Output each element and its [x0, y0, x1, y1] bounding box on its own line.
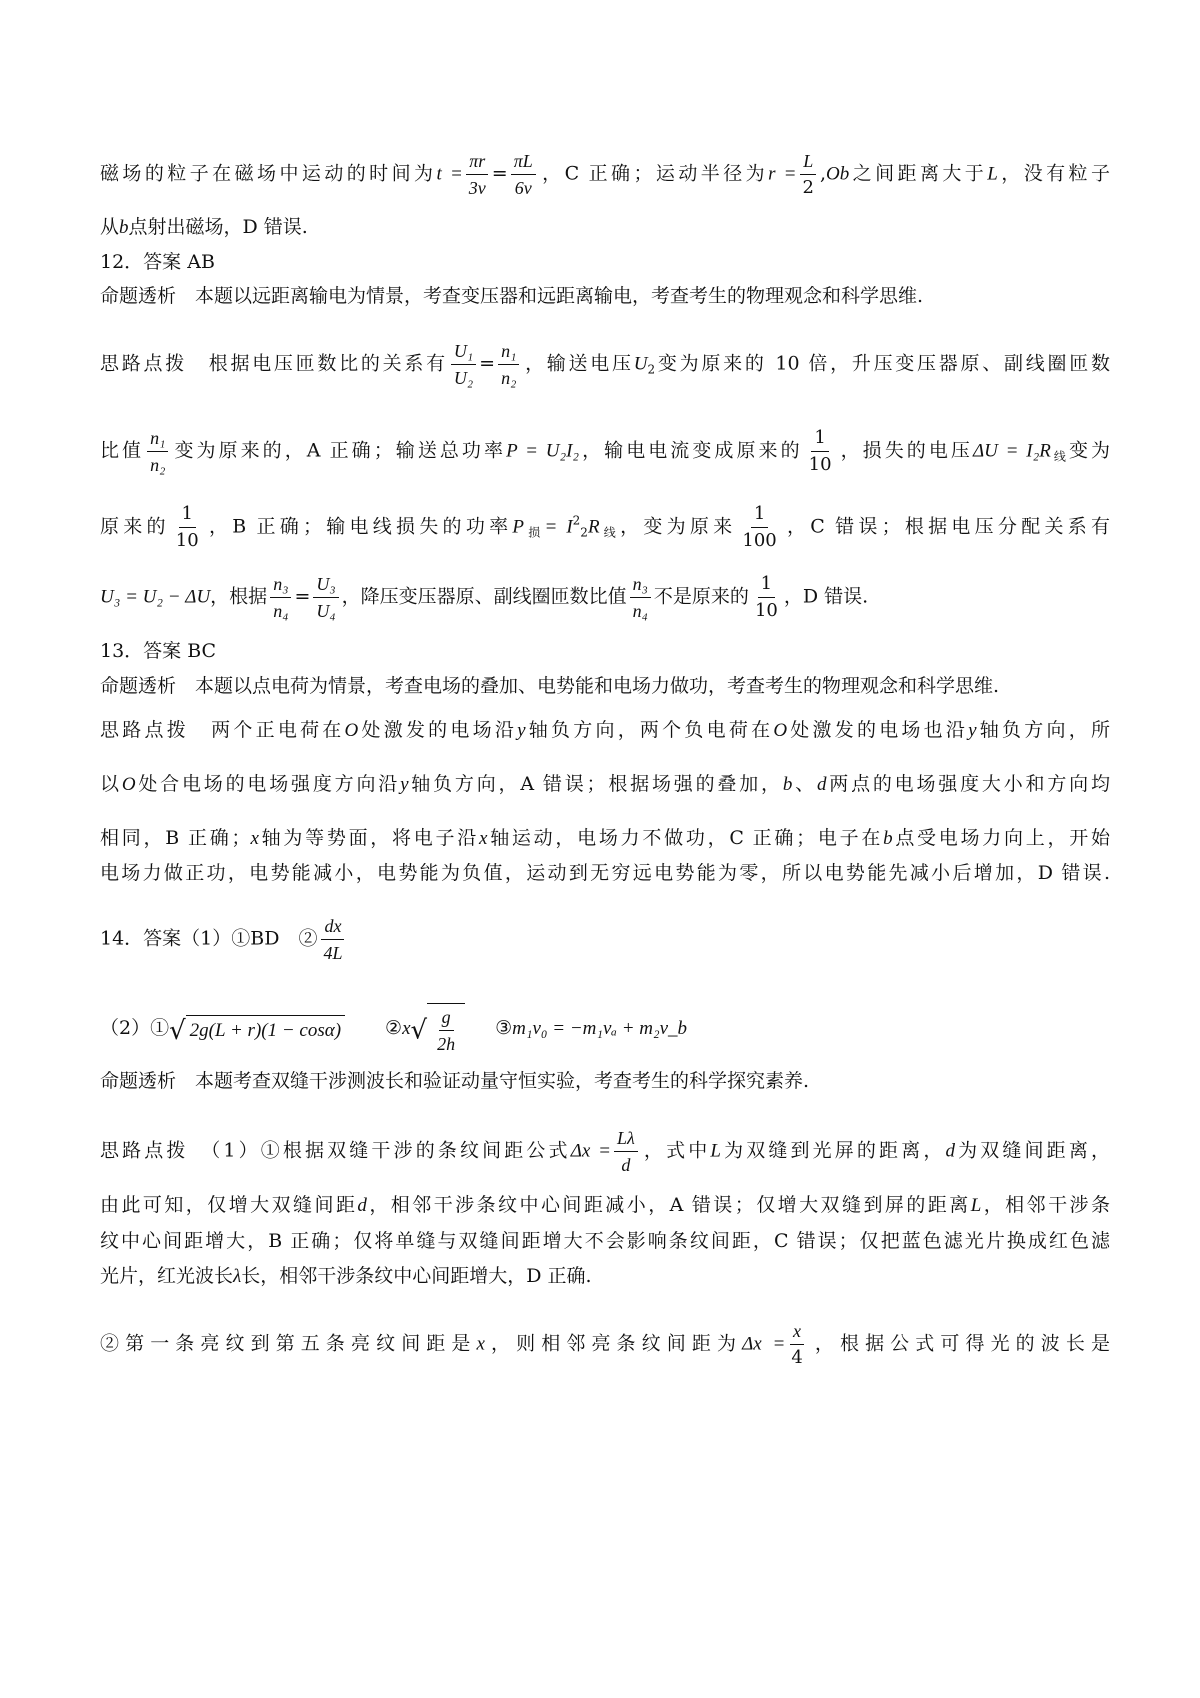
- text: ，C 错误；根据电压分配关系有: [782, 515, 1110, 538]
- math-subscript: 2: [647, 362, 656, 377]
- numerator: n₃: [630, 573, 651, 598]
- text: ，则相邻亮条纹间距为: [484, 1332, 743, 1355]
- fraction: [806, 427, 835, 476]
- text: 变为: [1068, 439, 1111, 462]
- math: x: [250, 828, 259, 849]
- text-line-8: [100, 573, 1110, 622]
- text: 思路点拨 （1）①根据双缝干涉的条纹间距公式: [100, 1139, 571, 1162]
- text-line-22: [100, 1320, 1110, 1369]
- text: ，降压变压器原、副线圈匝数比值: [341, 585, 627, 608]
- denominator: 100: [742, 530, 777, 551]
- text-line-6: [100, 427, 1110, 476]
- text: 点射出磁场，D 错误.: [128, 216, 308, 238]
- fraction: [434, 1006, 458, 1055]
- math: x: [479, 828, 488, 849]
- numerator: Lλ: [614, 1127, 638, 1152]
- math: =: [294, 585, 311, 608]
- analysis-line-14: 命题透析 本题考查双缝干涉测波长和验证动量守恒实验，考查考生的科学探究素养.: [100, 1070, 810, 1092]
- fraction: [313, 573, 338, 622]
- text: 、: [792, 773, 817, 795]
- text: 处激发的电场沿: [358, 719, 518, 741]
- fraction: [614, 1127, 638, 1176]
- denominator: 2: [802, 177, 814, 198]
- text-line-12: [100, 771, 1110, 798]
- text-line-13: [100, 825, 1110, 852]
- numerator: U₁: [451, 340, 476, 365]
- text: 之间距离大于: [849, 162, 988, 185]
- numerator: n₃: [270, 573, 291, 598]
- text: 处激发的电场也沿: [787, 719, 969, 741]
- denominator: 6v: [514, 178, 532, 198]
- text: 为双缝到光屏的距离，: [720, 1139, 946, 1162]
- text-line-2: [100, 214, 1110, 241]
- math: ΔU = I₂R: [972, 440, 1051, 462]
- answer-heading-12: 12．答案 AB: [100, 251, 215, 273]
- analysis-line-12: 命题透析 本题以远距离输电为情景，考查变压器和远距离输电，考查考生的物理观念和科学思维.: [100, 285, 924, 307]
- text: 轴负方向，两个负电荷在: [525, 719, 774, 741]
- denominator: n₂: [501, 368, 517, 388]
- fraction: [630, 573, 651, 622]
- denominator: 2h: [437, 1034, 456, 1054]
- math: y: [968, 720, 977, 741]
- math: b: [119, 217, 129, 238]
- text-line-20: 纹中心间距增大，B 正确；仅将单缝与双缝间距增大不会影响条纹间距，C 错误；仅把蓝色滤光片换成红色滤: [100, 1230, 1110, 1252]
- text: 光片，红光波长: [100, 1265, 234, 1287]
- numerator: L: [800, 150, 816, 175]
- text: ，B 正确；输电线损失的功率: [204, 515, 513, 538]
- text-line-7: [100, 503, 1110, 552]
- radicand: [427, 1003, 465, 1055]
- math-superscript: 2: [572, 513, 581, 528]
- math: =: [491, 162, 508, 185]
- math: Δx =: [742, 1333, 786, 1355]
- fraction: [451, 340, 476, 389]
- fraction: [752, 573, 781, 622]
- text: （2）①: [100, 1017, 170, 1039]
- numerator: n₁: [498, 340, 519, 365]
- text: 由此可知，仅增大双缝间距: [100, 1194, 358, 1216]
- numerator: πr: [466, 150, 488, 175]
- text-line-1: [100, 150, 1110, 199]
- math: x: [402, 1018, 411, 1039]
- math: P: [512, 516, 524, 538]
- text: ，D 错误.: [783, 585, 869, 608]
- fraction: [147, 427, 168, 476]
- text: 处合电场的电场强度方向沿: [135, 773, 401, 795]
- math: L: [710, 1140, 721, 1162]
- math: U₃ = U₂ − ΔU: [100, 586, 211, 608]
- square-root: [411, 1003, 466, 1055]
- text-line-11: [100, 717, 1110, 744]
- math: y: [400, 774, 409, 795]
- math: L: [987, 163, 998, 185]
- text-line-18: [100, 1127, 1110, 1176]
- numerator: 1: [811, 427, 828, 452]
- numerator: 1: [758, 573, 775, 598]
- math-subscript: 损: [523, 525, 545, 540]
- math: x: [476, 1333, 485, 1355]
- text: 变为原来的，A 正确；输送总功率: [171, 439, 507, 462]
- text: 14．答案（1）①BD ②: [100, 927, 318, 950]
- text: 点受电场力向上，开始: [892, 827, 1110, 849]
- text: 相同，B 正确；: [100, 827, 251, 849]
- text: 原来的: [100, 515, 170, 538]
- text: 轴为等势面，将电子沿: [258, 827, 480, 849]
- text-line-5: [100, 340, 1110, 389]
- text: ,: [819, 162, 826, 185]
- square-root: [169, 1015, 345, 1044]
- text: 长，相邻干涉条纹中心间距增大，D 正确.: [241, 1265, 592, 1287]
- math: Ob: [825, 163, 850, 185]
- denominator: 4L: [323, 943, 343, 963]
- text-line-14: 电场力做正功，电势能减小，电势能为负值，运动到无穷远电势能为零，所以电势能先减小后增加，D 错误.: [100, 862, 1110, 884]
- denominator: 10: [754, 600, 778, 621]
- text: ②: [385, 1017, 403, 1039]
- math: b: [883, 828, 893, 849]
- denominator: 10: [175, 530, 199, 551]
- math: Δx =: [570, 1140, 611, 1162]
- text: 从: [100, 216, 120, 238]
- text: ，根据公式可得光的波长是: [808, 1332, 1110, 1355]
- analysis-line-13: 命题透析 本题以点电荷为情景，考查电场的叠加、电势能和电场力做功，考查考生的物理观念和科学思维.: [100, 675, 1000, 697]
- radical-sign: √: [410, 1015, 428, 1046]
- text-line-19: [100, 1192, 1110, 1219]
- text: 磁场的粒子在磁场中运动的时间为: [100, 162, 437, 185]
- answer-line-14-2: [100, 1003, 1110, 1055]
- text: ，没有粒子: [997, 162, 1110, 185]
- denominator: 4: [791, 1347, 803, 1368]
- math: P = U₂I₂: [506, 440, 580, 462]
- math: L: [970, 1195, 982, 1216]
- text: ③: [495, 1017, 513, 1039]
- numerator: 1: [751, 503, 768, 528]
- text: 两点的电场强度大小和方向均: [826, 773, 1110, 795]
- text: 不是原来的: [653, 585, 749, 608]
- math: b: [782, 774, 793, 795]
- fraction: [739, 503, 779, 552]
- fraction: [799, 150, 816, 199]
- text: ，相邻干涉条纹中心间距减小，A 错误；仅增大双缝到屏的距离: [366, 1194, 971, 1216]
- math: R: [587, 516, 600, 538]
- math: O: [344, 720, 359, 741]
- denominator: n₄: [632, 601, 648, 621]
- text: 比值: [100, 439, 145, 462]
- denominator: 10: [808, 454, 832, 475]
- answer-heading-13: 13．答案 BC: [100, 640, 217, 662]
- fraction: [466, 150, 489, 199]
- radicand: 2g(L + r)(1 − cosα): [186, 1015, 345, 1044]
- math: λ: [233, 1266, 242, 1287]
- denominator: n₄: [273, 601, 289, 621]
- math: m₁v₀ = −m₁vₐ + m₂v_b: [512, 1018, 688, 1039]
- math: y: [517, 720, 526, 741]
- fraction: [270, 573, 291, 622]
- text: ，相邻干涉条: [981, 1194, 1110, 1216]
- numerator: U₃: [313, 573, 338, 598]
- math: d: [945, 1140, 955, 1162]
- text: ，输送电压: [522, 352, 634, 375]
- numerator: x: [790, 1320, 804, 1345]
- text: 变为原来的 10 倍，升压变压器原、副线圈匝数: [655, 352, 1110, 375]
- text: 思路点拨 根据电压匝数比的关系有: [100, 352, 448, 375]
- text: ，变为原来: [620, 515, 737, 538]
- text: ，损失的电压: [837, 439, 973, 462]
- numerator: πL: [511, 150, 536, 175]
- text: ，输电电流变成原来的: [579, 439, 803, 462]
- math: =: [479, 352, 496, 375]
- radical-sign: √: [169, 1015, 186, 1046]
- math: d: [357, 1195, 367, 1216]
- fraction: [320, 915, 345, 964]
- math: = I: [544, 516, 573, 538]
- math: r =: [768, 163, 797, 185]
- fraction: [173, 503, 202, 552]
- answer-heading-14: [100, 915, 1110, 964]
- math: t =: [436, 163, 463, 185]
- text: 轴负方向，所: [976, 719, 1110, 741]
- numerator: 1: [179, 503, 196, 528]
- math: O: [773, 720, 788, 741]
- text: ，C 正确；运动半径为: [538, 162, 769, 185]
- numerator: n₁: [147, 427, 168, 452]
- text: 以: [100, 773, 122, 795]
- text: 为双缝间距离，: [954, 1139, 1110, 1162]
- math: U: [633, 353, 648, 375]
- math-subscript: 线: [599, 525, 621, 540]
- text: ②第一条亮纹到第五条亮纹间距是: [100, 1332, 477, 1355]
- math-subscript: 2: [580, 525, 588, 540]
- text: 轴运动，电场力不做功，C 正确；电子在: [487, 827, 884, 849]
- numerator: dx: [321, 915, 344, 940]
- denominator: U₂: [453, 368, 474, 388]
- text-line-21: [100, 1263, 1110, 1290]
- text: 思路点拨 两个正电荷在: [100, 719, 345, 741]
- math: O: [121, 774, 136, 795]
- denominator: 3v: [468, 178, 486, 198]
- text: ，式中: [640, 1139, 711, 1162]
- denominator: U₄: [316, 601, 336, 621]
- text: 轴负方向，A 错误；根据场强的叠加，: [408, 773, 783, 795]
- math: d: [816, 774, 827, 795]
- fraction: [498, 340, 519, 389]
- numerator: g: [439, 1006, 454, 1031]
- fraction: [511, 150, 536, 199]
- denominator: n₂: [150, 455, 166, 475]
- math-subscript: 线: [1050, 449, 1069, 464]
- fraction: [788, 1320, 805, 1369]
- denominator: d: [621, 1155, 631, 1175]
- text: ，根据: [210, 585, 268, 608]
